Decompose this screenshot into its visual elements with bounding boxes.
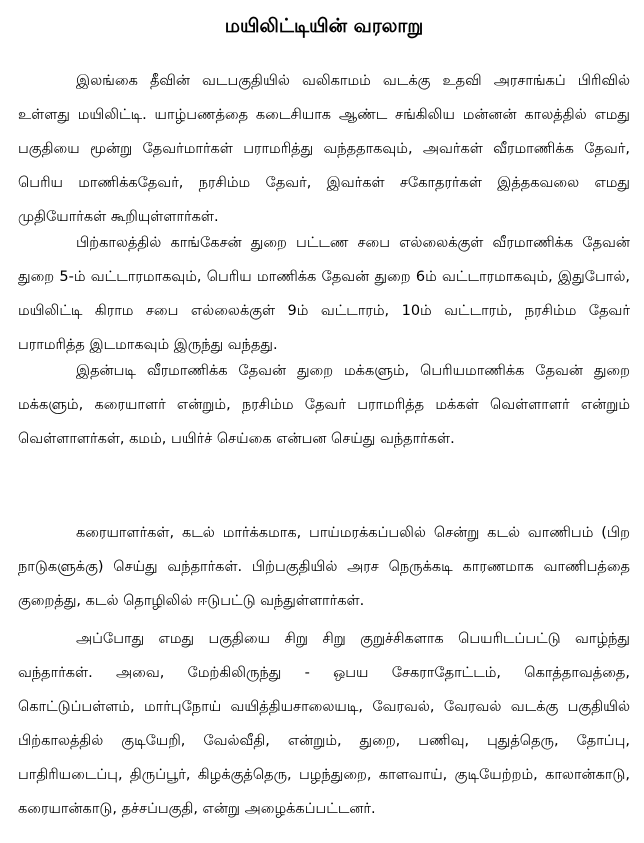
paragraph-5: அப்போது எமது பகுதியை சிறு சிறு குறுச்சிகளாக பெயரிடப்பட்டு வாழ்ந்து வந்தார்கள். அவை, மேற்கிலிருந்து - ஒபய சேகராதோட்டம், கொத்தாவத்தை, கொட்டுப்பள்ளம், மார்புநோய் வயித்தியசாலையடி, வேரவல், வேரவல் வடக்கு பகுதியில் பிற்காலத்தில் குடியேறி, வேல்வீதி, என்றும், துறை, பணிவு, புதுத்தெரு, தோப்பு, பாதிரியடைப்பு, திருப்பூர், கிழக்குத்தெரு, பழந்துறை, காளவாய், குடியேற்றம், காலான்காடு, கரையான்காடு, தச்சப்பகுதி, என்று அழைக்கப்பட்டனர். <box>18 631 630 817</box>
document-page <box>18 0 630 843</box>
paragraph-2: பிற்காலத்தில் காங்கேசன் துறை பட்டண சபை எல்லைக்குள் வீரமாணிக்க தேவன் துறை 5-ம் வட்டாரமாகவும், பெரிய மாணிக்க தேவன் துறை 6ம் வட்டாரமாகவும், இதுபோல், மயிலிட்டி கிராம சபை எல்லைக்குள் 9ம் வட்டாரம், 10ம் வட்டாரம், நரசிம்ம தேவர் பராமரித்த இடமாகவும் இருந்து வந்தது. <box>18 235 630 353</box>
paragraph-1: இலங்கை தீவின் வடபகுதியில் வலிகாமம் வடக்கு உதவி அரசாங்கப் பிரிவில் உள்ளது மயிலிட்டி. யாழ்பணத்தை கடைசியாக ஆண்ட சங்கிலிய மன்னன் காலத்தில் எமது பகுதியை மூன்று தேவர்மார்கள் பராமரித்து வந்ததாகவும், அவர்கள் வீரமாணிக்க தேவர், பெரிய மாணிக்கதேவர், நரசிம்ம தேவர், இவர்கள் சகோதரர்கள் இத்தகவலை எமது முதியோர்கள் கூறியுள்ளார்கள். <box>18 73 630 225</box>
paragraph-3: இதன்படி வீரமாணிக்க தேவன் துறை மக்களும், பெரியமாணிக்க தேவன் துறை மக்களும், கரையாளர் என்றும், நரசிம்ம தேவர் பராமரித்த மக்கள் வெள்ளாளர் என்றும் வெள்ளாளர்கள், கமம், பயிர்ச் செய்கை என்பன செய்து வந்தார்கள். <box>18 363 630 447</box>
paragraph-4: கரையாளர்கள், கடல் மார்க்கமாக, பாய்மரக்கப்பலில் சென்று கடல் வாணிபம் (பிற நாடுகளுக்கு) செய்து வந்தார்கள். பிற்பகுதியில் அரச நெருக்கடி காரணமாக வாணிபத்தை குறைத்து, கடல் தொழிலில் ஈடுபட்டு வந்துள்ளார்கள். <box>18 525 630 609</box>
document-title: மயிலிட்டியின் வரலாறு <box>224 15 424 37</box>
